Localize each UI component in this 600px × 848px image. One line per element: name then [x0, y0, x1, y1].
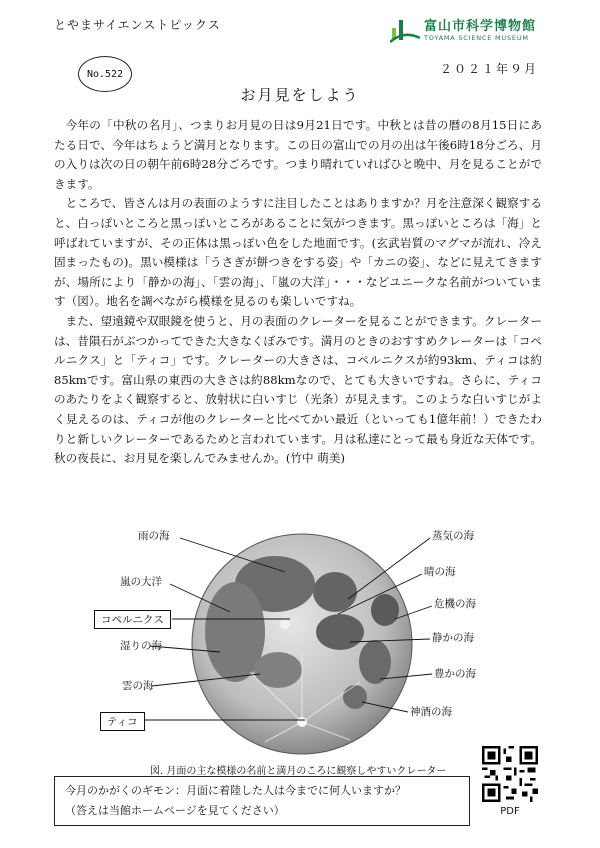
qr-pdf-label: PDF	[500, 806, 520, 817]
issue-date: ２０２１年９月	[440, 62, 539, 76]
figure-caption: 図. 月面の主な模様の名前と満月のころに観察しやすいクレーター	[150, 766, 447, 777]
label-mare-nubium: 雲の海	[122, 680, 154, 692]
label-mare-serenitatis: 晴の海	[424, 566, 456, 578]
quiz-question: 今月のかがくのギモン：月面に着陸した人は今までに何人いますか？	[65, 784, 406, 797]
label-mare-vaporum: 蒸気の海	[432, 530, 474, 542]
series-title: とやまサイエンストピックス	[54, 18, 221, 32]
moon-image	[190, 532, 414, 756]
label-copernicus: コペルニクス	[94, 610, 171, 629]
museum-name-en: TOYAMA SCIENCE MUSEUM	[424, 34, 529, 42]
label-mare-imbrium: 雨の海	[138, 530, 170, 542]
label-mare-fecunditatis: 豊かの海	[434, 668, 476, 680]
label-tycho: ティコ	[100, 712, 145, 731]
issue-number: No.522	[78, 56, 132, 92]
paragraph-2: ところで、皆さんは月の表面のようすに注目したことはありますか？月を注意深く観察すると、白っぽいところと黒っぽいところがあることに気がつきます。黒っぽいところは「海」と呼ばれていますが、その正体は黒っぽい色をした地面です。(玄武岩質のマグマが流れ、冷え固まったもの)。黒い模様は「うさぎが餅つきをする姿」や「カニの姿」、などに見えてきますが、場所により「静かの海」、「雲の海」、「嵐の大洋」・・・などユニークな名前がついています（図）。地名を調べながら模様を見るのも楽しいですね。	[54, 196, 542, 309]
label-mare-tranquillitatis: 静かの海	[432, 632, 474, 644]
museum-logo-icon	[390, 14, 420, 46]
paragraph-3: また、望遠鏡や双眼鏡を使うと、月の表面のクレーターを見ることができます。クレーターは、昔隕石がぶつかってできた大きなくぼみです。満月のときのおすすめクレーターは「コペルニクス」と「ティコ」です。クレーターの大きさは、コペルニクスが約93km、ティコは約85kmです。富山県の東西の大きさは約88kmなので、とても大きいですね。さらに、ティコのあたりをよく観察すると、放射状に白いすじ（光条）が見えます。このような白いすじがよく見えるのは、ティコが他のクレーターと比べてかい最近（といっても1億年前！）できたわりと新しいクレーターであるためと言われています。月は私達にとって最も身近な天体です。秋の夜長に、お月見を楽しんでみませんか。(竹中 萌美)	[54, 313, 542, 466]
paragraph-1: 今年の「中秋の名月」、つまりお月見の日は9月21日です。中秋とは昔の暦の8月15日にあたる日で、今年はちょうど満月となります。この日の富山での月の出は午後6時18分ごろ、月の入りは次の日の朝午前6時28分ごろです。つまり晴れていればひと晩中、月を見ることができます。	[54, 118, 542, 191]
quiz-box	[54, 776, 470, 826]
qr-code-icon[interactable]	[482, 746, 538, 802]
label-mare-nectaris: 神酒の海	[410, 706, 452, 718]
museum-name-jp: 富山市科学博物館	[424, 19, 537, 34]
article-body	[54, 116, 542, 469]
moon-figure	[80, 524, 520, 760]
label-mare-crisium: 危機の海	[434, 598, 476, 610]
label-oceanus-procellarum: 嵐の大洋	[120, 576, 162, 588]
page-title: お月見をしよう	[240, 86, 360, 104]
quiz-answer-note: （答えは当館ホームページを見てください）	[65, 804, 285, 817]
label-mare-humorum: 湿りの海	[120, 640, 162, 652]
museum-logo[interactable]	[390, 12, 550, 48]
